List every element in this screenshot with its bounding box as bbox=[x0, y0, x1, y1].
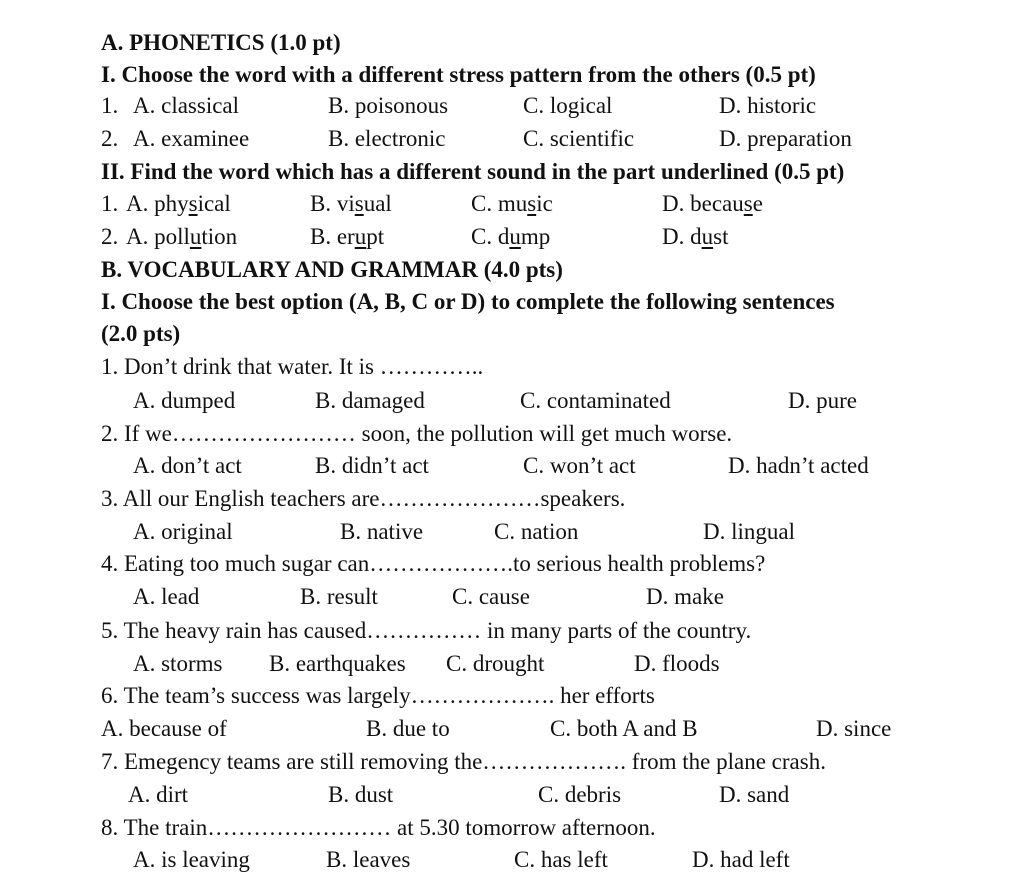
question-4-option-d: D. make bbox=[646, 584, 724, 609]
stress-q1-option-a: A. classical bbox=[133, 93, 240, 118]
question-1-stem: 1. Don’t drink that water. It is ………….. bbox=[101, 354, 484, 379]
question-1-option-c: C. contaminated bbox=[520, 388, 671, 413]
question-5-option-d: D. floods bbox=[634, 651, 720, 676]
question-3-option-b: B. native bbox=[340, 519, 424, 544]
sound-q2-option-b: B. erupt bbox=[310, 224, 385, 249]
sound-q1-option-a: A. physical bbox=[126, 191, 231, 216]
sound-q1-option-b: B. visual bbox=[310, 191, 392, 216]
question-7-option-b: B. dust bbox=[328, 782, 394, 807]
phonetics-part2-heading: II. Find the word which has a different sound in the part underlined (0.5 pt) bbox=[101, 159, 845, 184]
sound-q2-option-d: D. dust bbox=[662, 224, 729, 249]
question-2-option-d: D. hadn’t acted bbox=[728, 453, 869, 478]
question-8-option-c: C. has left bbox=[514, 847, 608, 872]
question-1-option-d: D. pure bbox=[788, 388, 857, 413]
sound-q1-number: 1. bbox=[101, 191, 119, 216]
question-5-option-a: A. storms bbox=[133, 651, 223, 676]
question-6-stem: 6. The team’s success was largely………………. her efforts bbox=[101, 683, 655, 708]
stress-q2-option-c: C. scientific bbox=[523, 126, 635, 151]
question-3-option-a: A. original bbox=[133, 519, 233, 544]
sound-q2-number: 2. bbox=[101, 224, 119, 249]
question-6-option-b: B. due to bbox=[366, 716, 450, 741]
question-1-option-b: B. damaged bbox=[315, 388, 425, 413]
question-8-stem: 8. The train…………………… at 5.30 tomorrow afternoon. bbox=[101, 815, 656, 840]
sound-q2-option-a: A. pollution bbox=[126, 224, 238, 249]
stress-q2-option-b: B. electronic bbox=[328, 126, 446, 151]
sound-q2-option-c: C. dump bbox=[471, 224, 551, 249]
question-5-option-b: B. earthquakes bbox=[269, 651, 406, 676]
stress-q1-option-d: D. historic bbox=[719, 93, 817, 118]
section-a-heading: A. PHONETICS (1.0 pt) bbox=[101, 30, 341, 55]
question-6-option-a: A. because of bbox=[101, 716, 227, 741]
question-2-option-c: C. won’t act bbox=[523, 453, 636, 478]
question-8-option-a: A. is leaving bbox=[133, 847, 250, 872]
question-7-option-a: A. dirt bbox=[128, 782, 189, 807]
phonetics-part1-heading: I. Choose the word with a different stress pattern from the others (0.5 pt) bbox=[101, 62, 816, 87]
question-4-option-c: C. cause bbox=[452, 584, 530, 609]
stress-q1-number: 1. bbox=[101, 93, 119, 118]
stress-q2-option-d: D. preparation bbox=[719, 126, 852, 151]
question-4-option-b: B. result bbox=[300, 584, 378, 609]
question-4-option-a: A. lead bbox=[133, 584, 200, 609]
question-8-option-d: D. had left bbox=[692, 847, 790, 872]
question-2-option-b: B. didn’t act bbox=[315, 453, 429, 478]
question-3-stem: 3. All our English teachers are…………………speakers. bbox=[101, 486, 626, 511]
question-7-option-d: D. sand bbox=[719, 782, 790, 807]
grammar-part1-heading: I. Choose the best option (A, B, C or D) to complete the following sentences bbox=[101, 289, 835, 314]
question-8-option-b: B. leaves bbox=[326, 847, 411, 872]
question-5-stem: 5. The heavy rain has caused…………… in many parts of the country. bbox=[101, 618, 752, 643]
question-6-option-d: D. since bbox=[816, 716, 892, 741]
question-4-stem: 4. Eating too much sugar can……………….to serious health problems? bbox=[101, 551, 766, 576]
stress-q1-option-c: C. logical bbox=[523, 93, 613, 118]
question-3-option-c: C. nation bbox=[494, 519, 579, 544]
sound-q1-option-d: D. because bbox=[662, 191, 763, 216]
section-b-heading: B. VOCABULARY AND GRAMMAR (4.0 pts) bbox=[101, 257, 563, 282]
question-7-stem: 7. Emegency teams are still removing the………………. from the plane crash. bbox=[101, 749, 826, 774]
question-1-option-a: A. dumped bbox=[133, 388, 236, 413]
stress-q2-number: 2. bbox=[101, 126, 119, 151]
stress-q2-option-a: A. examinee bbox=[133, 126, 250, 151]
question-5-option-c: C. drought bbox=[446, 651, 545, 676]
sound-q1-option-c: C. music bbox=[471, 191, 553, 216]
question-2-option-a: A. don’t act bbox=[133, 453, 242, 478]
question-3-option-d: D. lingual bbox=[703, 519, 795, 544]
stress-q1-option-b: B. poisonous bbox=[328, 93, 449, 118]
question-2-stem: 2. If we…………………… soon, the pollution will get much worse. bbox=[101, 421, 733, 446]
question-6-option-c: C. both A and B bbox=[550, 716, 698, 741]
question-7-option-c: C. debris bbox=[538, 782, 622, 807]
grammar-part1-points: (2.0 pts) bbox=[101, 321, 181, 346]
